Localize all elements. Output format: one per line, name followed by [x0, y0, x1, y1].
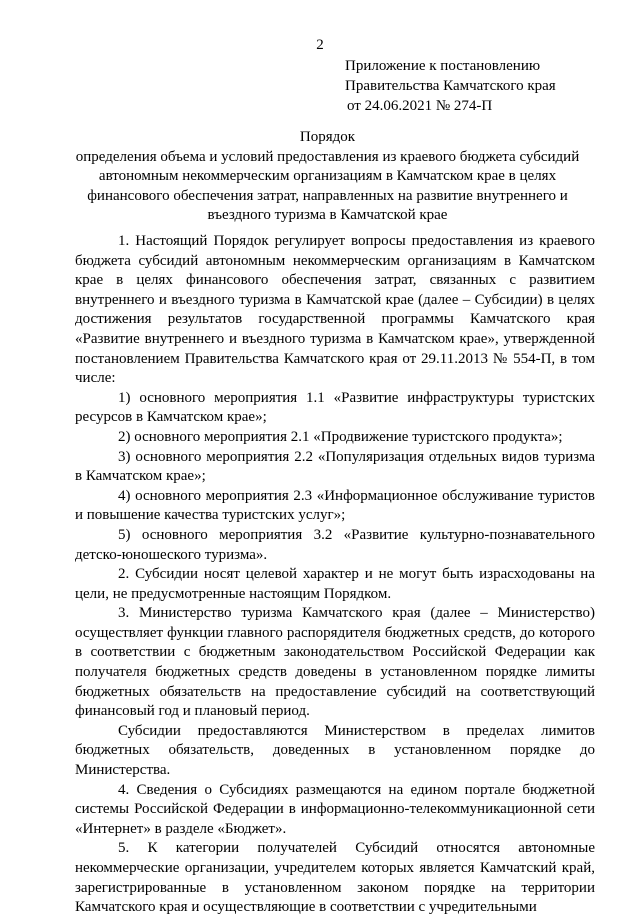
paragraph-1-item-3: 3) основного мероприятия 2.2 «Популяризация отдельных видов туризма в Камчатском крае»;	[75, 448, 595, 485]
appendix-line-3: от 24.06.2021 № 274-П	[347, 98, 493, 114]
paragraph-3-continued: Субсидии предоставляются Министерством в пределах лимитов бюджетных обязательств, доведенных в установленном порядке до Министерства.	[75, 722, 595, 779]
paragraph-1-item-2: 2) основного мероприятия 2.1 «Продвижение туристского продукта»;	[118, 428, 563, 445]
paragraph-3: 3. Министерство туризма Камчатского края (далее – Министерство) осуществляет функции главного распорядителя бюджетных средств, до которого в соответствии с бюджетным законодательством Российской Федерации как получателя бюджетных средств доведены в установленном порядке лимиты бюджетных обязательств на предоставление субсидий на соответствующий финансовый год и плановый период.	[75, 605, 595, 720]
appendix-line-2: Правительства Камчатского края	[345, 78, 556, 94]
document-title	[60, 128, 595, 226]
paragraph-4: 4. Сведения о Субсидиях размещаются на едином портале бюджетной системы Российской Федерации в информационно-телекоммуникационной сети «Интернет» в разделе «Бюджет».	[75, 781, 595, 837]
title-line-2: автономным некоммерческим организациям в Камчатском крае в целях	[98, 168, 557, 184]
paragraph-1-item-1: 1) основного мероприятия 1.1 «Развитие инфраструктуры туристских ресурсов в Камчатском крае»;	[75, 389, 595, 426]
appendix-line-1: Приложение к постановлению	[345, 58, 541, 74]
paragraph-2: 2. Субсидии носят целевой характер и не могут быть израсходованы на цели, не предусмотренные настоящим Порядком.	[75, 566, 595, 602]
title-line-3: финансового обеспечения затрат, направленных на развитие внутреннего и	[87, 187, 568, 204]
title-heading: Порядок	[299, 129, 356, 145]
paragraph-1-item-4: 4) основного мероприятия 2.3 «Информационное обслуживание туристов и повышение качества туристских услуг»;	[75, 487, 595, 524]
document-body	[75, 232, 595, 918]
paragraph-5: 5. К категории получателей Субсидий относятся автономные некоммерческие организации, учредителем которых является Камчатский край, зарегистрированные в установленном законом порядке на территории Камчатского края и осуществляющие в соответствии с учредительными	[75, 840, 595, 916]
title-line-1: определения объема и условий предоставления из краевого бюджета субсидий	[75, 148, 580, 165]
page-number: 2	[316, 37, 324, 53]
appendix-block	[345, 56, 625, 116]
title-line-4: въездного туризма в Камчатской крае	[207, 207, 448, 223]
paragraph-1: 1. Настоящий Порядок регулирует вопросы предоставления из краевого бюджета субсидий автономным некоммерческим организациям в Камчатском крае в целях финансового обеспечения затрат, связанных с развитием внутреннего и въездного туризма в Камчатской крае (далее – Субсидии) в целях достижения результатов государственной программы Камчатского края «Развитие внутреннего и въездного туризма в Камчатском крае», утвержденной постановлением Правительства Камчатского края от 29.11.2013 № 554-П, в том числе:	[75, 233, 595, 387]
paragraph-1-item-5: 5) основного мероприятия 3.2 «Развитие культурно-познавательного детско-юношеского туризма».	[75, 526, 595, 563]
